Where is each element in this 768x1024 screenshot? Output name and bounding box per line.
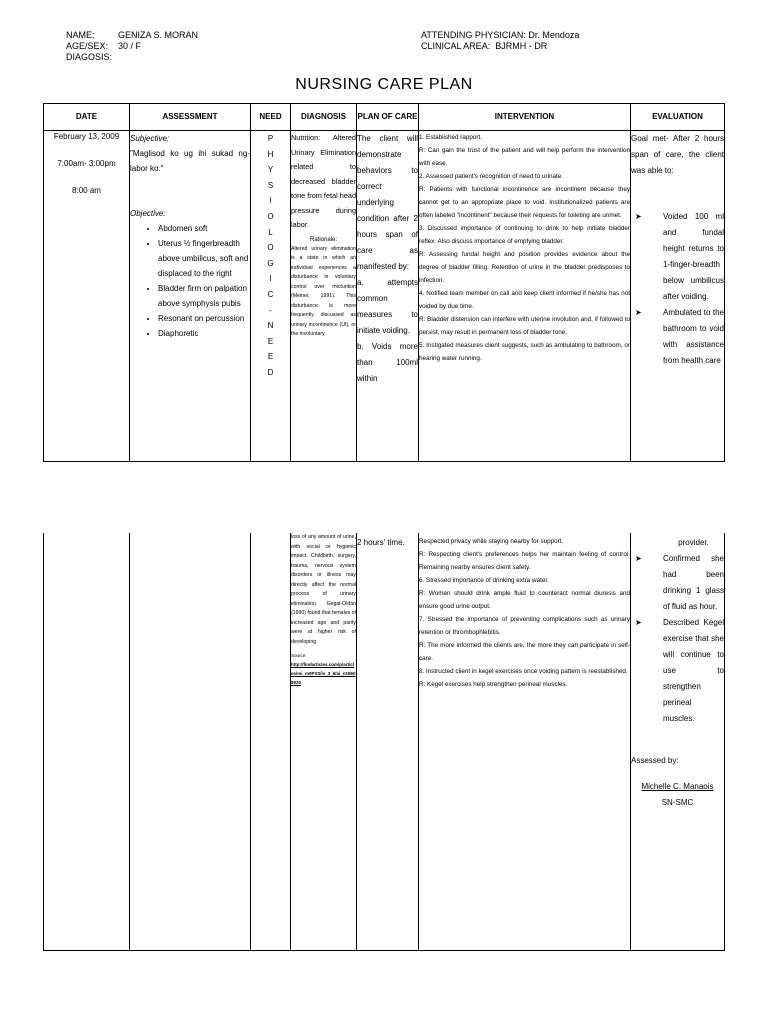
page-title: NURSING CARE PLAN bbox=[295, 76, 473, 93]
need-letter: E bbox=[267, 336, 274, 346]
patient-info bbox=[66, 30, 198, 63]
list-item bbox=[631, 551, 724, 615]
rationale-title: Rationale: bbox=[309, 236, 338, 243]
diagnosis-label: DIAGOSIS: bbox=[66, 52, 113, 62]
date-cell bbox=[44, 131, 130, 462]
clinical-info bbox=[421, 30, 579, 52]
need-letter: - bbox=[269, 305, 272, 315]
list-item bbox=[631, 209, 724, 305]
need-letter: O bbox=[267, 211, 274, 221]
table-row bbox=[44, 533, 725, 951]
plan-goal: The client will demonstrate behaviors to correct underlying condition after 2 hours span of care as manifested by: bbox=[357, 134, 418, 271]
evaluation-item-text: Described Kegel exercise that she will continue to use to strengthen perineal muscles. bbox=[663, 618, 724, 723]
col-header-need: NEED bbox=[251, 104, 291, 131]
intervention-line: R: Assessing fundal height and position provides evidence about the degree of bladder filling. Retention of urine in the bladder predisposes to infection. bbox=[419, 251, 630, 284]
arrow-bullet-icon: ➤ bbox=[635, 308, 642, 317]
plan-item-a: a. attempts common measures to initiate voiding. bbox=[357, 278, 418, 335]
need-letter: I bbox=[269, 196, 272, 206]
subjective-label: Subjective: bbox=[130, 134, 170, 143]
intervention-line: R: Can gain the trust of the patient and will help perform the intervention with ease. bbox=[419, 147, 630, 167]
evaluation-list bbox=[631, 209, 724, 369]
list-item: • Diaphoretic bbox=[158, 326, 250, 341]
evaluation-item-text: provider. bbox=[678, 538, 709, 547]
evaluation-intro: Goal met- After 2 hours span of care, the client was able to: bbox=[631, 134, 724, 175]
nurse-title: SN-SMC bbox=[661, 798, 694, 807]
name-label: NAME: bbox=[66, 30, 95, 40]
list-item: • Uterus ½ fingerbreadth above umbilicus, soft and displaced to the right bbox=[158, 236, 250, 281]
intervention-line: 6. Stressed importance of drinking extra water. bbox=[419, 577, 549, 584]
attending-physician: ATTENDING PHYSICIAN: Dr. Mendoza bbox=[421, 30, 580, 40]
list-item bbox=[631, 305, 724, 369]
date-shift: 7:00am- 3:00pm bbox=[57, 159, 116, 168]
agesex-label: AGE/SEX: bbox=[66, 41, 109, 51]
col-header-date: DATE bbox=[44, 104, 130, 131]
intervention-line: R: Bladder distension can interfere with uterine involution and, if followed to persist, may result in permanent loss of bladder tone. bbox=[419, 316, 630, 336]
patient-agesex: 30 / F bbox=[118, 41, 142, 51]
rationale-text-cont: loss of any amount of urine, with social or hygienic impact. Childbirth, surgery, trauma, nervous system disorders or illness may directly affect the normal process of urinary elimination. Gegal-Oldan (1990) found that females of increased age and parity were at higher risk of developing bbox=[291, 534, 356, 645]
need-cell bbox=[251, 131, 291, 462]
assessed-by-label: Assessed by: bbox=[631, 756, 679, 765]
intervention-line: R: Women should drink ample fluid to counteract normal diuresis and ensure good urine output. bbox=[419, 590, 630, 610]
list-item: • Abdomen soft bbox=[158, 221, 250, 236]
need-letter: S bbox=[267, 180, 274, 190]
need-letter: I bbox=[269, 274, 272, 284]
table-row bbox=[44, 131, 725, 462]
need-letter: N bbox=[267, 321, 274, 331]
source-link[interactable]: http://findarticles.com/p/articles/mi_m0FSS/is_3_6/ai_n18608920 bbox=[291, 662, 356, 685]
intervention-line: 7. Stressed the importance of preventing complications such as urinary retention or thrombophlebitis. bbox=[419, 616, 630, 636]
arrow-bullet-icon: ➤ bbox=[635, 554, 642, 563]
intervention-line: Respected privacy while staying nearby for support. bbox=[419, 538, 564, 545]
nurse-name: Michelle C. Manaois bbox=[641, 782, 714, 791]
intervention-line: 8. Instructed client in kegel exercises once voiding pattern is reestablished. bbox=[419, 668, 628, 675]
table-header-row bbox=[44, 104, 725, 131]
intervention-line: R: Patients with functional incontinence are incontinent because they cannot get to an appropriate place to void. Institutionalized patients are often labeled "incontinent" because their requests for toileting are unmet. bbox=[419, 186, 630, 219]
date-day: February 13, 2009 bbox=[53, 132, 120, 141]
evaluation-cell bbox=[631, 131, 725, 462]
col-header-diagnosis: DIAGNOSIS bbox=[291, 104, 357, 131]
arrow-bullet-icon: ➤ bbox=[635, 618, 642, 627]
col-header-plan: PLAN OF CARE bbox=[357, 104, 419, 131]
rationale-text: Altered urinary elimination is a state in which an individual experiences a disturbance in voluntary control over micturition (Meiner, 1991). This disturbance is more frequently discussed as urinary incontinence (UI), or the involuntary bbox=[291, 245, 356, 337]
objective-label: Objective: bbox=[130, 209, 166, 218]
need-letter: O bbox=[267, 243, 274, 253]
need-letter: E bbox=[267, 352, 274, 362]
intervention-line: 4. Notified team member on call and keep client informed if he/she has not voided by due time. bbox=[419, 290, 630, 310]
evaluation-item-text: Voided 100 ml and fundal height returns to 1-finger-breadth below umbilicus after voiding. bbox=[663, 212, 724, 301]
list-item bbox=[631, 535, 724, 551]
intervention-cell bbox=[419, 131, 631, 462]
intervention-line: R: Kegel exercises help strengthen perineal muscles. bbox=[419, 681, 568, 688]
plan-cell bbox=[357, 131, 419, 462]
need-letter: Y bbox=[267, 165, 274, 175]
evaluation-cell-cont bbox=[631, 533, 725, 951]
intervention-line: 3. Discussed importance of continuing to drink to help initiate bladder reflex. Also discuss importance of emptying bladder. bbox=[419, 225, 630, 245]
objective-list bbox=[130, 221, 250, 341]
intervention-cell-cont bbox=[419, 533, 631, 951]
need-letter: D bbox=[267, 367, 274, 377]
plan-cell-cont bbox=[357, 533, 419, 951]
evaluation-list-cont bbox=[631, 535, 724, 727]
need-letter: G bbox=[267, 258, 274, 268]
need-letter: H bbox=[267, 149, 274, 159]
source-block bbox=[291, 651, 356, 687]
list-item: • Bladder firm on palpation above symphysis pubis bbox=[158, 281, 250, 311]
date-time: 8:00 am bbox=[72, 186, 101, 195]
intervention-line: R: Respecting client's preferences helps her maintain feeling of control. Remaining nearby ensures client safety. bbox=[419, 551, 630, 571]
diagnosis-cell bbox=[291, 131, 357, 462]
patient-name: GENIZA S. MORAN bbox=[118, 30, 199, 40]
plan-cont: 2 hours' time. bbox=[357, 538, 405, 547]
intervention-line: 5. Instigated measures client suggests, such as ambulating to bathroom, or hearing water running. bbox=[419, 342, 630, 362]
evaluation-item-text: Ambulated to the bathroom to void with assistance from health care bbox=[663, 308, 724, 365]
arrow-bullet-icon: ➤ bbox=[635, 212, 642, 221]
list-item: • Resonant on percussion bbox=[158, 311, 250, 326]
col-header-evaluation: EVALUATION bbox=[631, 104, 725, 131]
need-letter: C bbox=[267, 289, 274, 299]
col-header-intervention: INTERVENTION bbox=[419, 104, 631, 131]
diagnosis-cell-cont bbox=[291, 533, 357, 951]
intervention-line: 2. Assessed patient's recognition of need to urinate. bbox=[419, 173, 564, 180]
need-cell-cont bbox=[251, 533, 291, 951]
date-cell-cont bbox=[44, 533, 130, 951]
intervention-line: 1. Established rapport. bbox=[419, 134, 483, 141]
care-plan-table-page2 bbox=[43, 533, 725, 951]
subjective-text: "Maglisod ko ug ihi sukad ng-labor ko." bbox=[130, 149, 250, 173]
plan-item-b: b. Voids more than 100ml within bbox=[357, 342, 418, 383]
care-plan-table-page1 bbox=[43, 103, 725, 462]
intervention-line: R: The more informed the clients are, the more they can participate in self-care. bbox=[419, 642, 630, 662]
assessment-cell-cont bbox=[130, 533, 251, 951]
list-item bbox=[631, 615, 724, 727]
source-label: Source: bbox=[291, 653, 307, 658]
need-letter: P bbox=[267, 134, 274, 143]
clinical-area: CLINICAL AREA: BJRMH - DR bbox=[421, 41, 548, 51]
diagnosis-statement: Nutrition: Altered Urinary Elimination related to decreased bladder tone from fetal head pressure during labor. bbox=[291, 133, 356, 229]
nurse-signature bbox=[631, 779, 724, 811]
need-letter: L bbox=[268, 227, 273, 237]
evaluation-item-text: Confirmed she had been drinking 1 glass of fluid as hour. bbox=[663, 554, 724, 611]
assessment-cell bbox=[130, 131, 251, 462]
col-header-assessment: ASSESSMENT bbox=[130, 104, 251, 131]
